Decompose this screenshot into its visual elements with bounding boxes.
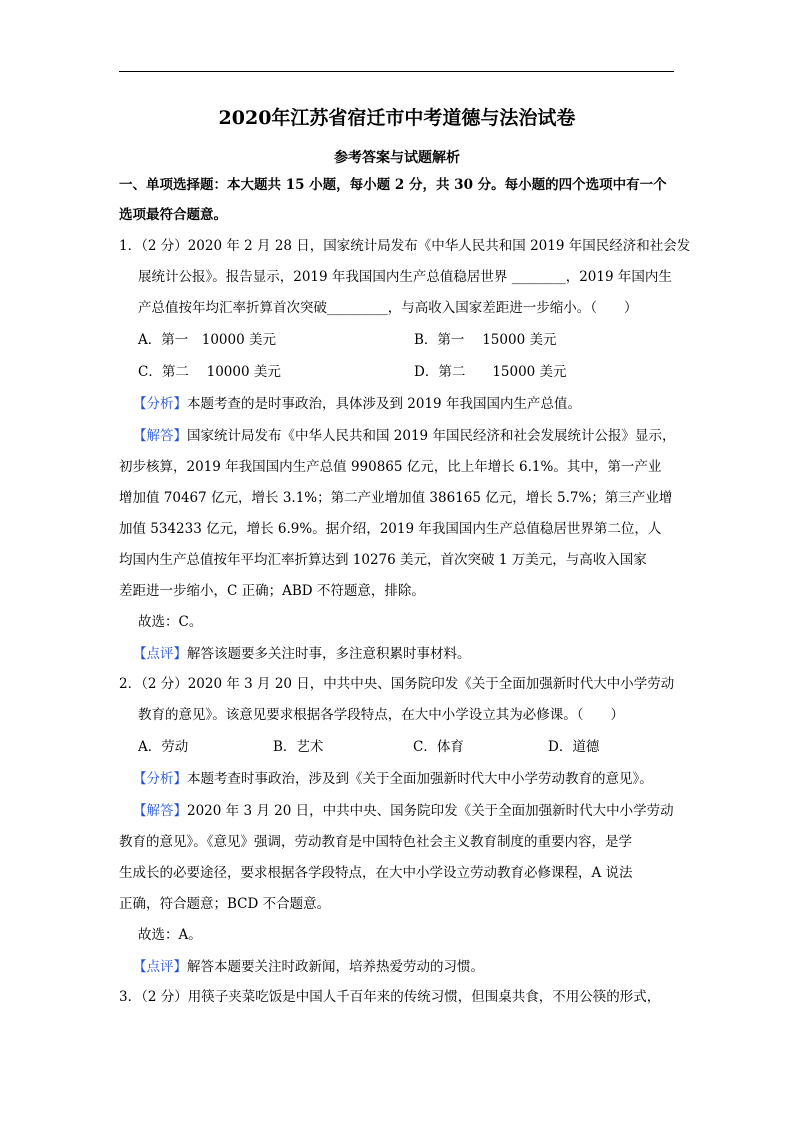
q1-option-a: A．第一 10000 美元 <box>138 332 276 348</box>
q2-answer-line4: 正确，符合题意；BCD 不合题意。 <box>119 896 331 912</box>
q2-answer-tag: 【解答】 <box>133 803 187 819</box>
q2-stem-line2: 教育的意见》。该意见要求根据各学段特点，在大中小学设立其为必修课。（ ） <box>138 707 624 723</box>
q2-analysis <box>133 770 653 788</box>
q2-option-b: B．艺术 <box>273 739 324 755</box>
q1-answer-text1: 国家统计局发布《中华人民共和国 2019 年国民经济和社会发展统计公报》显示， <box>187 428 676 444</box>
q1-option-b: B．第一 15000 美元 <box>414 332 557 348</box>
section-heading-line1: 一、单项选择题：本大题共 15 小题，每小题 2 分，共 30 分。每小题的四个选项中有一个 <box>119 177 667 193</box>
page-subtitle: 参考答案与试题解析 <box>334 150 460 166</box>
q1-stem-line3: 产总值按年均汇率折算首次突破_________，与高收入国家差距进一步缩小。（ ） <box>138 300 638 316</box>
q2-answer-line2: 教育的意见》。《意见》强调，劳动教育是中国特色社会主义教育制度的重要内容，是学 <box>119 834 632 850</box>
q2-choice: 故选：A。 <box>138 927 202 943</box>
q1-answer-line5: 均国内生产总值按年平均汇率折算达到 10276 美元，首次突破 1 万美元，与高收入国家 <box>119 552 647 568</box>
q1-stem-line2: 展统计公报》。报告显示，2019 年我国国内生产总值稳居世界 ________，2019 年国内生 <box>138 269 672 285</box>
q2-analysis-tag: 【分析】 <box>133 771 187 787</box>
q1-comment-text: 解答该题要多关注时事，多注意积累时事材料。 <box>187 646 471 662</box>
q2-comment-tag: 【点评】 <box>133 959 187 975</box>
q2-stem-line1: 2．（2 分）2020 年 3 月 20 日，中共中央、国务院印发《关于全面加强新时代大中小学劳动 <box>119 676 675 692</box>
q1-answer-line4: 加值 534233 亿元，增长 6.9%。据介绍，2019 年我国国内生产总值稳居世界第二位，人 <box>119 521 662 537</box>
q2-analysis-text: 本题考查时事政治，涉及到《关于全面加强新时代大中小学劳动教育的意见》。 <box>187 771 653 787</box>
q2-option-c: C．体育 <box>413 739 464 755</box>
q1-answer-line6: 差距进一步缩小，C 正确；ABD 不符题意，排除。 <box>119 583 425 599</box>
q2-option-d: D．道德 <box>548 739 600 755</box>
q2-option-a: A．劳动 <box>138 739 189 755</box>
header-rule <box>119 71 674 72</box>
q1-comment-tag: 【点评】 <box>133 646 187 662</box>
section-heading-line2: 选项最符合题意。 <box>119 207 227 223</box>
q1-answer-tag: 【解答】 <box>133 428 187 444</box>
q2-answer-line1 <box>133 802 674 820</box>
q1-comment <box>133 645 471 663</box>
q1-analysis-text: 本题考查的是时事政治，具体涉及到 2019 年我国国内生产总值。 <box>187 396 581 412</box>
q1-option-c: C．第二 10000 美元 <box>138 364 281 380</box>
q2-comment-text: 解答本题要关注时政新闻，培养热爱劳动的习惯。 <box>187 959 484 975</box>
q3-stem-line1: 3．（2 分）用筷子夹菜吃饭是中国人千百年来的传统习惯，但围桌共食，不用公筷的形式， <box>119 989 661 1005</box>
q1-stem-line1: 1．（2 分）2020 年 2 月 28 日，国家统计局发布《中华人民共和国 2019 年国民经济和社会发 <box>119 238 691 254</box>
q1-answer-line2: 初步核算，2019 年我国国内生产总值 990865 亿元，比上年增长 6.1%。其中，第一产业 <box>119 459 662 475</box>
q1-choice: 故选：C。 <box>138 614 203 630</box>
q1-answer-line3: 增加值 70467 亿元，增长 3.1%；第二产业增加值 386165 亿元，增长 5.7%；第三产业增 <box>119 490 673 506</box>
q1-option-d: D．第二 15000 美元 <box>414 364 567 380</box>
q1-analysis-tag: 【分析】 <box>133 396 187 412</box>
q1-answer-line1 <box>133 427 675 445</box>
q1-analysis <box>133 395 581 413</box>
q2-answer-text1: 2020 年 3 月 20 日，中共中央、国务院印发《关于全面加强新时代大中小学劳动 <box>187 803 674 819</box>
page-title: 2020年江苏省宿迁市中考道德与法治试卷 <box>218 107 576 129</box>
q2-answer-line3: 生成长的必要途径，要求根据各学段特点，在大中小学设立劳动教育必修课程，A 说法 <box>119 865 633 881</box>
q2-comment <box>133 958 484 976</box>
